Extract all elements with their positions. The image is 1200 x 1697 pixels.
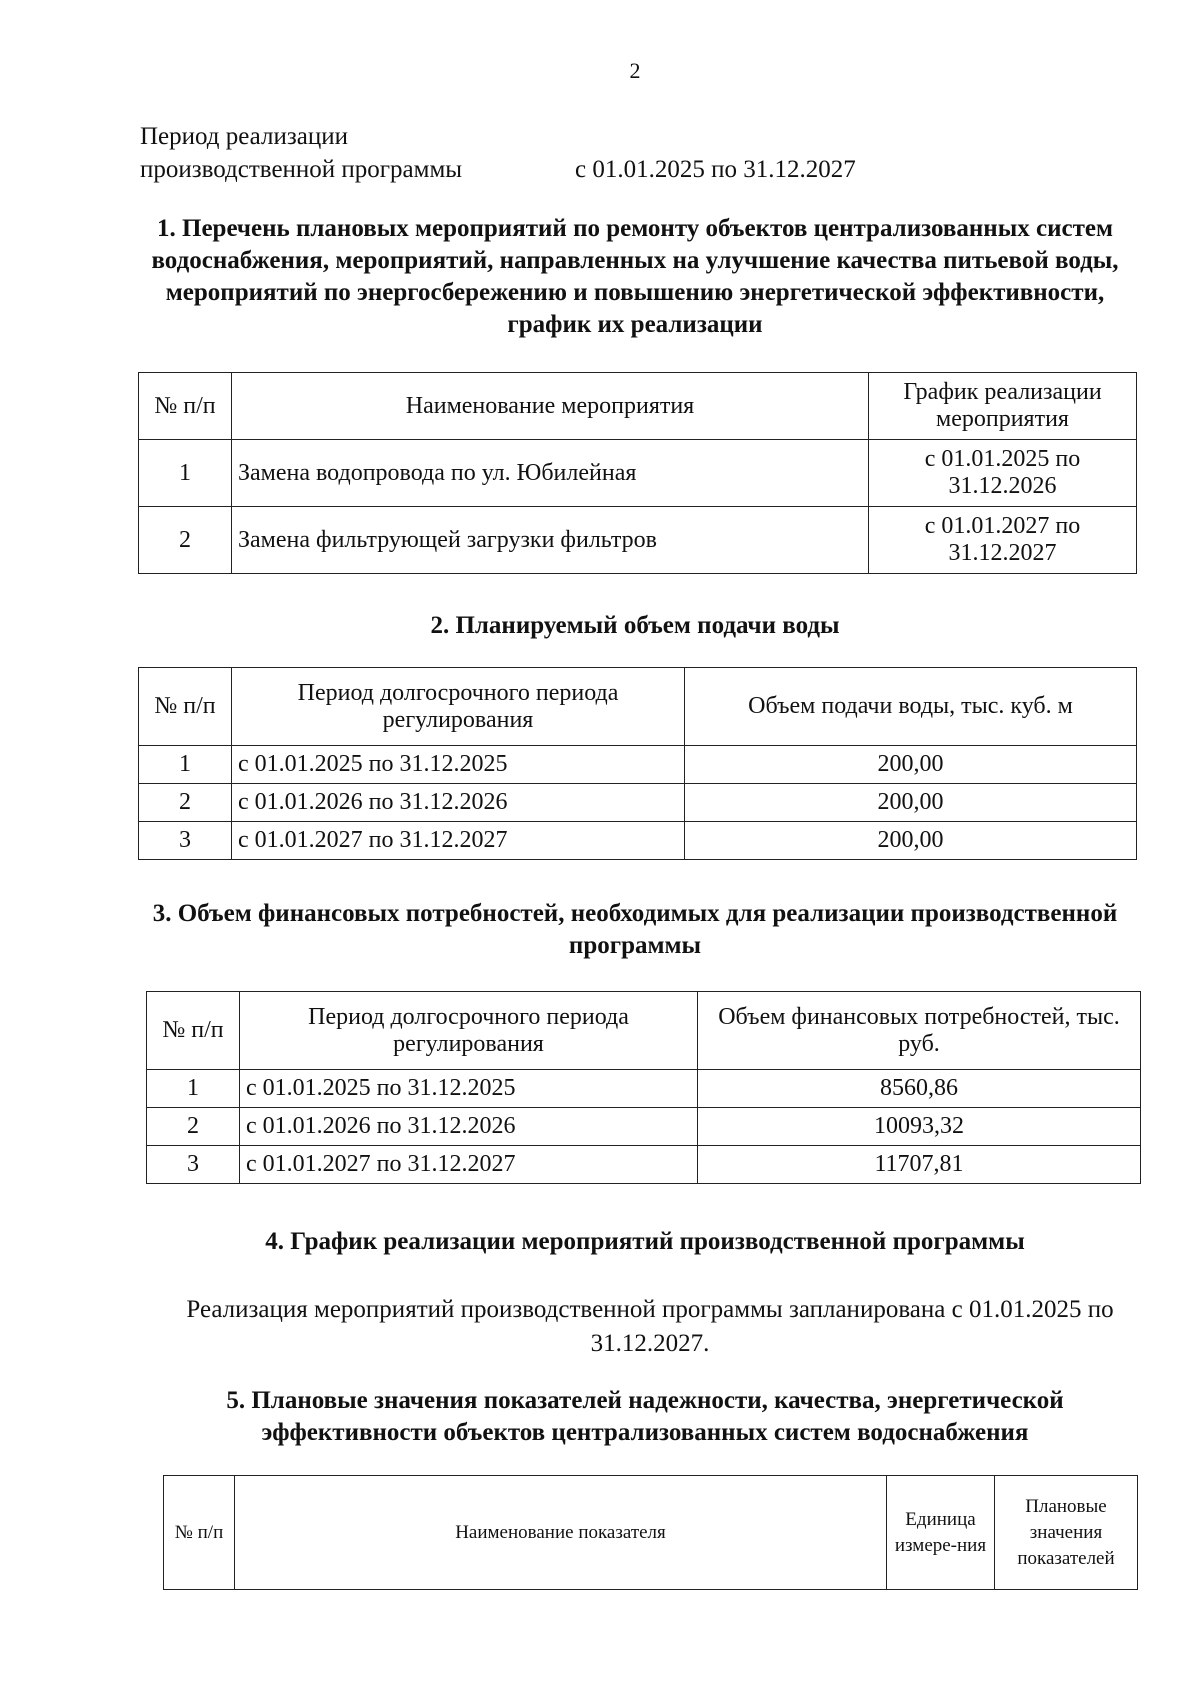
period-cell: с 01.01.2025 по 31.12.2025 <box>232 746 685 784</box>
period-cell: с 01.01.2026 по 31.12.2026 <box>240 1108 698 1146</box>
volume-cell: 200,00 <box>685 784 1137 822</box>
header-cell: Период долгосрочного периода регулирования <box>240 992 698 1070</box>
header-cell: Наименование мероприятия <box>232 373 869 440</box>
volume-cell: 200,00 <box>685 746 1137 784</box>
table-row <box>147 1108 1141 1146</box>
activity-name: Замена водопровода по ул. Юбилейная <box>232 440 869 507</box>
header-cell: Наименование показателя <box>235 1476 887 1590</box>
section3-table <box>146 991 1141 1184</box>
header-cell: № п/п <box>164 1476 235 1590</box>
row-number: 2 <box>139 784 232 822</box>
table-row <box>139 746 1137 784</box>
table-row <box>139 784 1137 822</box>
table-header-row <box>139 668 1137 746</box>
section4-heading: 4. График реализации мероприятий производственной программы <box>265 1228 1025 1255</box>
table-header-row <box>164 1476 1138 1590</box>
table-header-row <box>147 992 1141 1070</box>
header-cell: Объем финансовых потребностей, тыс. руб. <box>698 992 1141 1070</box>
section5-heading: 5. Плановые значения показателей надежности, качества, энергетической эффективности объектов централизованных систем водоснабжения <box>226 1387 1064 1446</box>
table-row <box>147 1070 1141 1108</box>
row-number: 1 <box>139 746 232 784</box>
header-cell: № п/п <box>147 992 240 1070</box>
activity-name: Замена фильтрующей загрузки фильтров <box>232 507 869 574</box>
period-cell: с 01.01.2027 по 31.12.2027 <box>232 822 685 860</box>
row-number: 3 <box>139 822 232 860</box>
section1-heading: 1. Перечень плановых мероприятий по ремонту объектов централизованных систем водоснабжения, мероприятий, направленных на улучшение качества питьевой воды, мероприятий по энергосбережению и повышению энергетической эффективности, график их реализации <box>151 215 1119 338</box>
row-number: 2 <box>147 1108 240 1146</box>
period-value: с 01.01.2025 по 31.12.2027 <box>575 156 856 183</box>
period-cell: с 01.01.2025 по 31.12.2025 <box>240 1070 698 1108</box>
header-cell: № п/п <box>139 373 232 440</box>
row-number: 3 <box>147 1146 240 1184</box>
period-cell: с 01.01.2027 по 31.12.2027 <box>240 1146 698 1184</box>
table-row <box>147 1146 1141 1184</box>
section2-table <box>138 667 1137 860</box>
header-cell: Единица измере-ния <box>887 1476 995 1590</box>
header-cell: Плановые значения показателей <box>995 1476 1138 1590</box>
finance-cell: 8560,86 <box>698 1070 1141 1108</box>
section4-text: Реализация мероприятий производственной программы запланирована с 01.01.2025 по 31.12.2027. <box>186 1296 1114 1357</box>
section3-heading: 3. Объем финансовых потребностей, необходимых для реализации производственной программы <box>152 900 1118 959</box>
section5-table <box>163 1475 1138 1590</box>
finance-cell: 11707,81 <box>698 1146 1141 1184</box>
row-number: 1 <box>139 440 232 507</box>
header-cell: Объем подачи воды, тыс. куб. м <box>685 668 1137 746</box>
table-row <box>139 822 1137 860</box>
period-label-line1: Период реализации <box>140 123 348 150</box>
period-cell: с 01.01.2026 по 31.12.2026 <box>232 784 685 822</box>
finance-cell: 10093,32 <box>698 1108 1141 1146</box>
activity-schedule: с 01.01.2027 по 31.12.2027 <box>869 507 1137 574</box>
table-row <box>139 440 1137 507</box>
period-label-line2: производственной программы <box>140 156 463 183</box>
volume-cell: 200,00 <box>685 822 1137 860</box>
header-cell: Период долгосрочного периода регулирования <box>232 668 685 746</box>
page-number: 2 <box>629 58 641 83</box>
section2-heading: 2. Планируемый объем подачи воды <box>430 612 840 639</box>
implementation-period <box>140 120 856 186</box>
activity-schedule: с 01.01.2025 по 31.12.2026 <box>869 440 1137 507</box>
table-row <box>139 507 1137 574</box>
row-number: 2 <box>139 507 232 574</box>
table-header-row <box>139 373 1137 440</box>
header-cell: График реализации мероприятия <box>869 373 1137 440</box>
header-cell: № п/п <box>139 668 232 746</box>
row-number: 1 <box>147 1070 240 1108</box>
section1-table <box>138 372 1137 574</box>
